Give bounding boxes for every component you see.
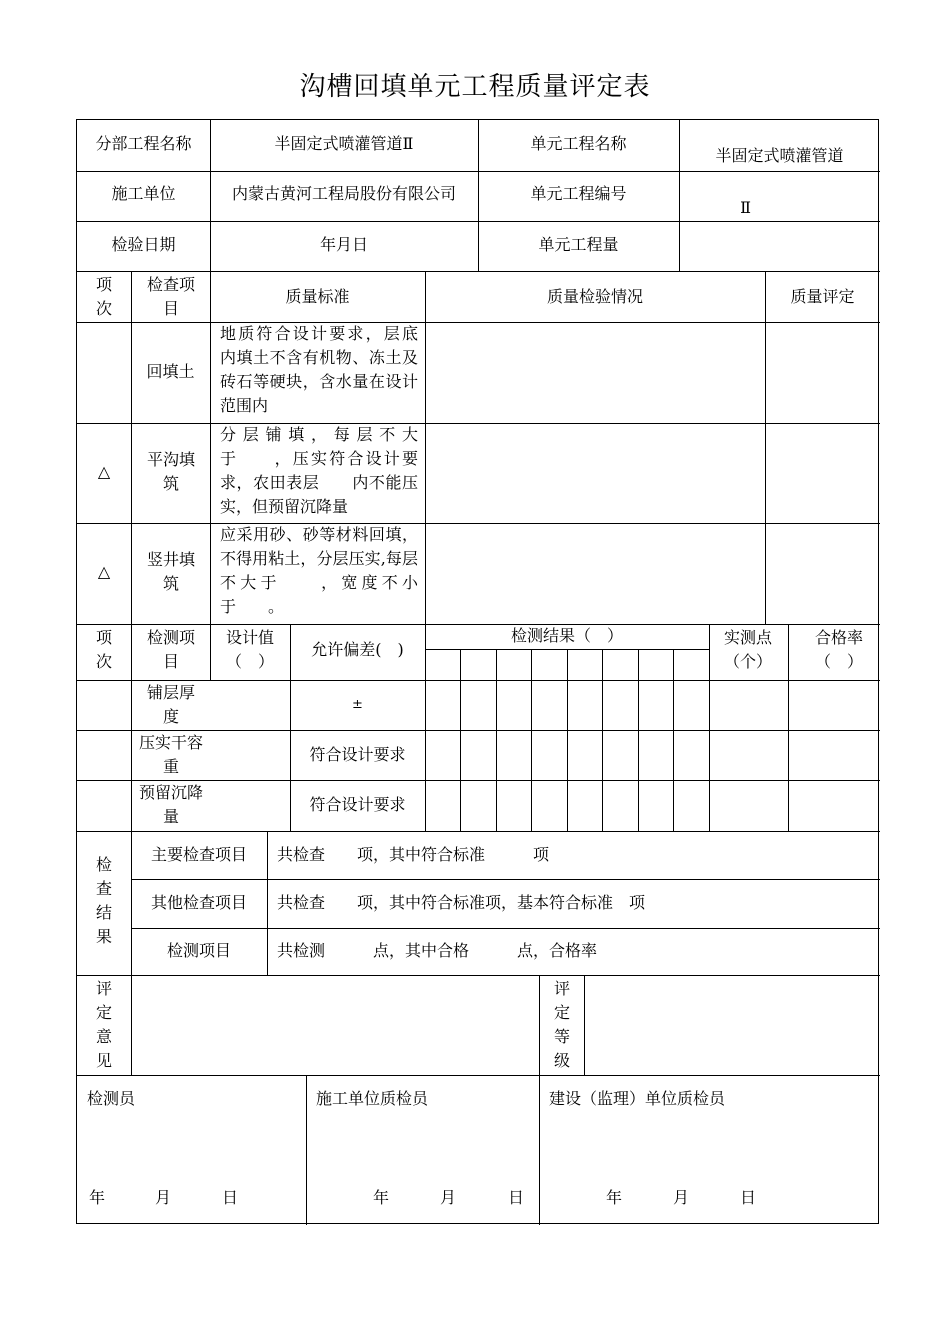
col-divider [584, 975, 585, 1075]
opinion-label: 评定意见 [95, 979, 112, 1070]
grade-label: 评定等级 [553, 979, 570, 1070]
unit-quantity-label: 单元工程量 [538, 235, 619, 254]
measure-row-tolerance: 符合设计要求 [309, 795, 406, 814]
col-divider [131, 271, 132, 831]
col-header-item: 检查项目 [147, 275, 196, 318]
row-divider [77, 975, 880, 976]
row-divider [77, 680, 880, 681]
supervisor-qc-label: 建设（监理）单位质检员 [549, 1089, 726, 1108]
col-header-item-no: 项次 [95, 275, 112, 318]
sign-date-day: 日 [740, 1188, 757, 1207]
sign-date-year: 年 [606, 1188, 623, 1207]
row-divider [77, 523, 880, 524]
col-divider [788, 624, 789, 831]
col-divider [267, 831, 268, 975]
measure-header-pass-rate: 合格率（ ） [814, 628, 863, 671]
unit-code-value: Ⅱ [740, 198, 751, 217]
row-divider [77, 831, 880, 832]
inspection-date-label: 检验日期 [111, 235, 176, 254]
row-divider [131, 879, 880, 880]
row-divider [77, 1075, 880, 1076]
unit-project-value: 半固定式喷灌管道 [715, 146, 844, 165]
sub-project-label: 分部工程名称 [95, 134, 192, 153]
col-header-rating: 质量评定 [790, 287, 855, 306]
col-header-situation: 质量检验情况 [546, 287, 643, 306]
main-check-text: 共检查 项，其中符合标准 项 [277, 845, 550, 864]
row-divider [77, 423, 880, 424]
col-divider [496, 649, 497, 831]
measure-row-item: 预留沉降量 [139, 783, 204, 826]
detect-text: 共检测 点，其中合格 点，合格率 [277, 941, 598, 960]
measure-row-tolerance: ± [352, 697, 363, 712]
sign-date-day: 日 [508, 1188, 525, 1207]
inspection-date-value: 年月日 [319, 235, 368, 254]
measure-header-item: 检测项目 [147, 628, 196, 671]
measure-header-points: 实测点（个） [723, 628, 772, 671]
col-divider [765, 271, 766, 624]
detect-label: 检测项目 [166, 941, 231, 960]
evaluation-form [76, 119, 879, 1224]
col-divider [306, 1075, 307, 1225]
inspector-label: 检测员 [87, 1089, 136, 1108]
sign-date-year: 年 [373, 1188, 390, 1207]
inspection-row-item: 平沟填筑 [147, 450, 196, 493]
measure-row-item: 铺层厚度 [147, 683, 196, 726]
col-divider [531, 649, 532, 831]
measure-row-tolerance: 符合设计要求 [309, 745, 406, 764]
inspection-row-standard: 应采用砂、砂等材料回填，不得用粘土，分层压实,每层不大于 ，宽度不小于 。 [220, 525, 418, 616]
other-check-label: 其他检查项目 [150, 893, 247, 912]
col-divider [709, 624, 710, 831]
contractor-value: 内蒙古黄河工程局股份有限公司 [231, 184, 456, 203]
unit-project-label: 单元工程名称 [530, 134, 627, 153]
inspection-row-item: 竖井填筑 [147, 550, 196, 593]
inspection-row-standard: 地质符合设计要求，层底 内填土不含有机物、冻土及砖石等硬块，含水量在设计范围内 [220, 324, 451, 415]
page-title: 沟槽回填单元工程质量评定表 [299, 72, 651, 102]
sign-date-year: 年 [89, 1188, 106, 1207]
col-divider [602, 649, 603, 831]
other-check-text: 共检查 项，其中符合标准项，基本符合标准 项 [277, 893, 646, 912]
col-divider [460, 649, 461, 831]
check-result-label: 检查结果 [95, 855, 112, 946]
measure-row-item: 压实干容重 [139, 733, 204, 776]
sign-date-day: 日 [222, 1188, 239, 1207]
measure-header-design: 设计值（ ） [225, 628, 274, 671]
sub-project-value: 半固定式喷灌管道Ⅱ [274, 134, 414, 153]
inspection-row-no: △ [97, 462, 111, 481]
sign-date-month: 月 [440, 1188, 457, 1207]
main-check-label: 主要检查项目 [150, 845, 247, 864]
row-divider [131, 928, 880, 929]
col-divider [638, 649, 639, 831]
col-divider [539, 1075, 540, 1225]
inspection-row-item: 回填土 [146, 362, 195, 381]
row-divider [77, 322, 880, 323]
col-divider [567, 649, 568, 831]
col-header-standard: 质量标准 [285, 287, 350, 306]
measure-header-results: 检测结果（ ） [510, 626, 623, 645]
col-divider [210, 271, 211, 680]
sign-date-month: 月 [673, 1188, 690, 1207]
unit-code-label: 单元工程编号 [530, 184, 627, 203]
measure-header-tolerance: 允许偏差( ) [311, 640, 404, 659]
col-divider [425, 624, 426, 831]
contractor-qc-label: 施工单位质检员 [316, 1089, 429, 1108]
sign-date-month: 月 [155, 1188, 172, 1207]
contractor-label: 施工单位 [111, 184, 176, 203]
inspection-row-standard: 分层铺填，每层不大于 ，压实符合设计要求，农田表层 内不能压实，但预留沉降量 [220, 425, 418, 516]
col-divider [673, 649, 674, 831]
measure-header-item-no: 项次 [95, 628, 112, 671]
row-divider [77, 271, 880, 272]
inspection-row-no: △ [97, 562, 111, 581]
col-divider [539, 975, 540, 1075]
col-divider [131, 975, 132, 1075]
